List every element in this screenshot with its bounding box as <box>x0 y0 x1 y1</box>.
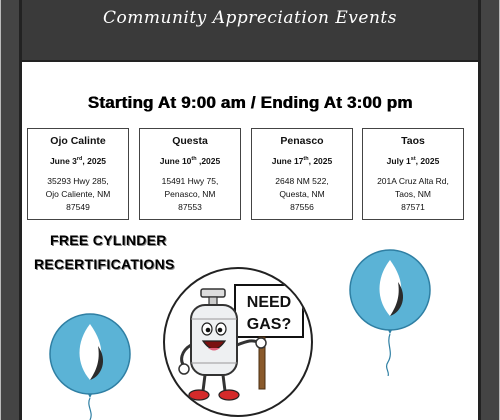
promo-line-2: RECERTIFICATIONS <box>34 256 175 272</box>
event-town: Questa <box>172 135 208 147</box>
event-card-questa <box>139 128 241 220</box>
mascot-circle <box>163 267 313 417</box>
propane-tank-mascot-icon <box>165 269 313 417</box>
event-date: June 10th ,2025 <box>159 156 221 166</box>
sign-text-line2: GAS? <box>246 316 292 333</box>
event-card-penasco <box>251 128 353 220</box>
sign-text-line1: NEED <box>246 294 292 311</box>
event-address: 15491 Hwy 75, Penasco, NM 87553 <box>161 176 219 212</box>
header-banner <box>22 0 478 62</box>
balloon-flame-icon <box>348 248 432 376</box>
event-address: 35293 Hwy 285, Ojo Caliente, NM 87549 <box>45 176 111 212</box>
event-address: 201A Cruz Alta Rd, Taos, NM 87571 <box>377 176 449 212</box>
event-date: July 1st, 2025 <box>386 156 440 166</box>
event-town: Ojo Calinte <box>50 135 106 147</box>
right-border <box>478 0 500 420</box>
left-edge-line <box>0 0 1 420</box>
left-border <box>0 0 22 420</box>
event-card-ojo-caliente <box>27 128 129 220</box>
event-town: Taos <box>401 135 425 147</box>
event-time-heading: Starting At 9:00 am / Ending At 3:00 pm <box>87 93 413 112</box>
balloon-flame-icon-left <box>48 312 132 420</box>
page-title: Community Appreciation Events <box>103 8 397 28</box>
event-card-taos <box>362 128 464 220</box>
event-address: 2648 NM 522, Questa, NM 87556 <box>275 176 329 212</box>
event-town: Penasco <box>280 135 324 147</box>
event-date: June 17th, 2025 <box>271 156 333 166</box>
promo-line-1: FREE CYLINDER <box>50 232 167 248</box>
event-date: June 3rd, 2025 <box>49 156 107 166</box>
